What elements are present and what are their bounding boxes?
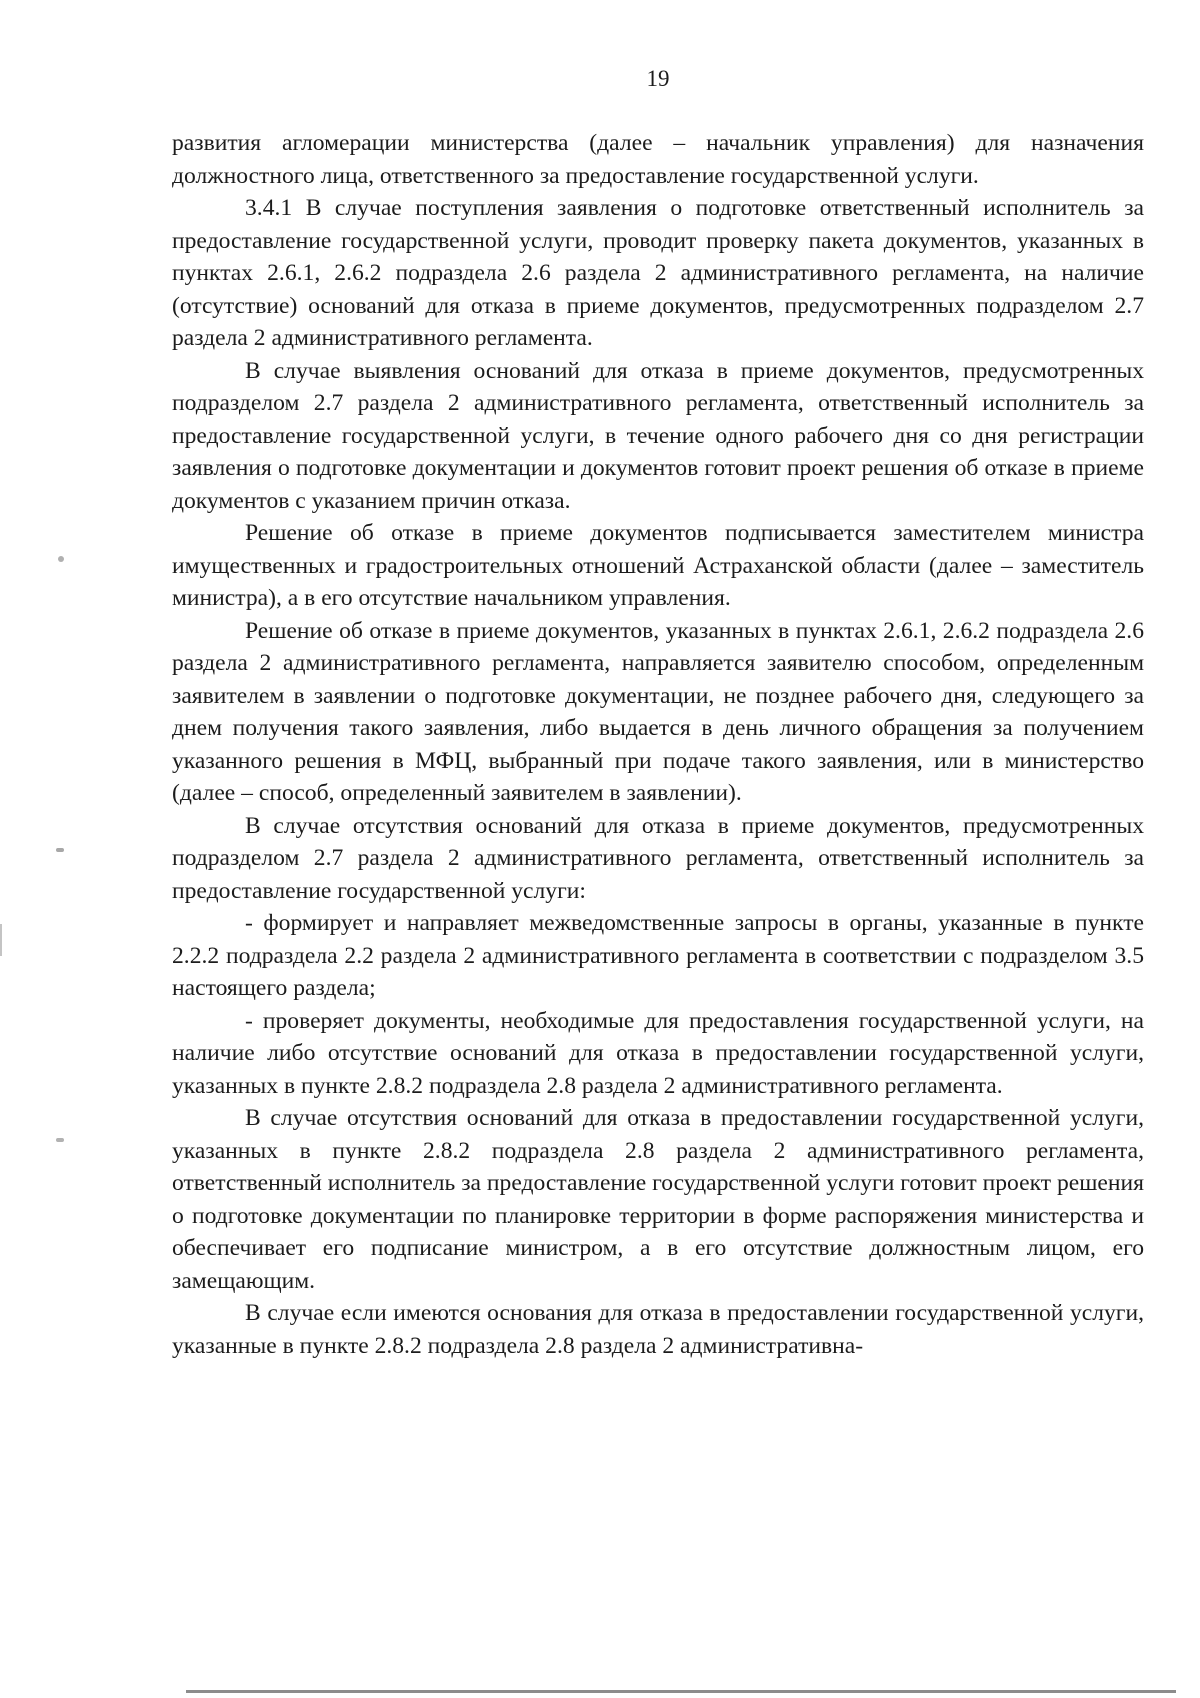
paragraph-continuation: развития агломерации министерства (далее – начальник управления) для назначения должностного лица, ответственного за предоставление государственной услуги. bbox=[172, 130, 1144, 189]
scan-artifact bbox=[0, 924, 2, 956]
list-item-interagency-requests: - формирует и направляет межведомственные запросы в органы, указанные в пункте 2.2.2 подраздела 2.2 раздела 2 административного регламента в соответствии с подразделом 3.5 настоящего раздела; bbox=[172, 910, 1144, 1001]
page-bottom-edge bbox=[186, 1690, 1176, 1693]
scan-artifact bbox=[56, 848, 64, 852]
paragraph-no-refusal-grounds: В случае отсутствия оснований для отказа в приеме документов, предусмотренных подразделом 2.7 раздела 2 административного регламента, ответственный исполнитель за предоставление государственной услуги: bbox=[172, 812, 1144, 904]
scan-artifact bbox=[58, 556, 64, 562]
document-body bbox=[172, 127, 1144, 1362]
paragraph-refusal-grounds: В случае выявления оснований для отказа в приеме документов, предусмотренных подразделом 2.7 раздела 2 административного регламента, ответственный исполнитель за предоставление государственной услуги, в течение одного рабочего дня со дня регистрации заявления о подготовке документации и документов готовит проект решения об отказе в приеме документов с указанием причин отказа. bbox=[172, 357, 1144, 514]
paragraph-refusal-service: В случае если имеются основания для отказа в предоставлении государственной услуги, указанные в пункте 2.8.2 подраздела 2.8 раздела 2 административна- bbox=[172, 1300, 1144, 1359]
paragraph-3-4-1: 3.4.1 В случае поступления заявления о подготовке ответственный исполнитель за предоставление государственной услуги, проводит проверку пакета документов, указанных в пунктах 2.6.1, 2.6.2 подраздела 2.6 раздела 2 административного регламента, на наличие (отсутствие) оснований для отказа в приеме документов, предусмотренных подразделом 2.7 раздела 2 административного регламента. bbox=[172, 195, 1144, 351]
list-item-document-check: - проверяет документы, необходимые для предоставления государственной услуги, на наличие либо отсутствие оснований для отказа в предоставлении государственной услуги, указанных в пункте 2.8.2 подраздела 2.8 раздела 2 административного регламента. bbox=[172, 1007, 1144, 1099]
paragraph-refusal-signing: Решение об отказе в приеме документов подписывается заместителем министра имущественных и градостроительных отношений Астраханской области (далее – заместитель министра), а в его отсутствие начальником управления. bbox=[172, 520, 1144, 611]
page-number: 19 bbox=[646, 66, 670, 91]
paragraph-decision-draft: В случае отсутствия оснований для отказа в предоставлении государственной услуги, указанных в пункте 2.8.2 подраздела 2.8 раздела 2 административного регламента, ответственный исполнитель за предоставление государственной услуги готовит проект решения о подготовке документации по планировке территории в форме распоряжения министерства и обеспечивает его подписание министром, а в его отсутствие должностным лицом, его замещающим. bbox=[172, 1105, 1144, 1294]
paragraph-refusal-delivery: Решение об отказе в приеме документов, указанных в пунктах 2.6.1, 2.6.2 подраздела 2.6 раздела 2 административного регламента, направляется заявителю способом, определенным заявителем в заявлении о подготовке документации, не позднее рабочего дня, следующего за днем получения такого заявления, либо выдается в день личного обращения за получением указанного решения в МФЦ, выбранный при подаче такого заявления, или в министерство (далее – способ, определенный заявителем в заявлении). bbox=[172, 617, 1144, 806]
scan-artifact bbox=[56, 1138, 64, 1142]
